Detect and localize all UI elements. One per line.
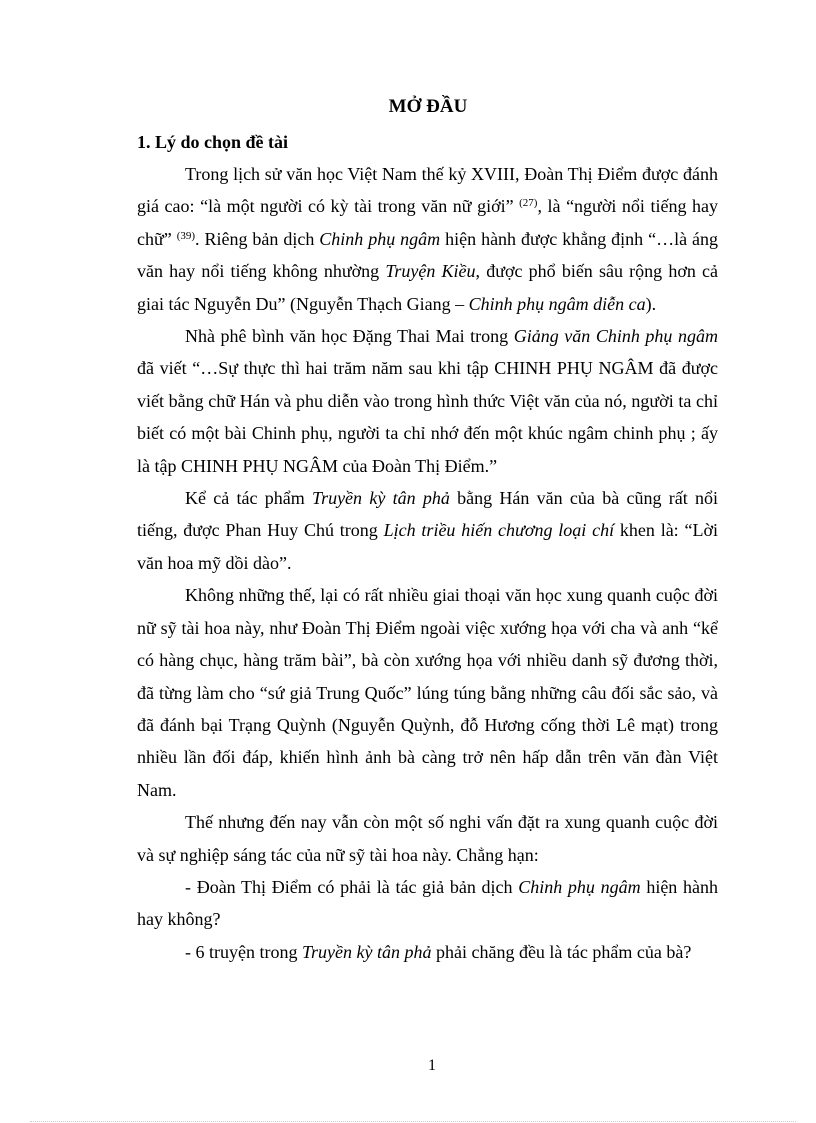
text-run: Trong lịch sử văn học Việt Nam thế kỷ XVIII, Đoàn Thị Điểm được đánh giá cao: “là một người có kỳ tài trong văn nữ giới”: [137, 164, 718, 217]
paragraph-7: [137, 936, 718, 968]
work-title: Lịch triều hiến chương loại chí: [383, 520, 615, 541]
paragraph-3: [137, 482, 718, 579]
work-title: Chinh phụ ngâm: [518, 876, 641, 897]
paragraph-4: Không những thế, lại có rất nhiều giai thoại văn học xung quanh cuộc đời nữ sỹ tài hoa này, như Đoàn Thị Điểm ngoài việc xướng họa với cha và anh “kể có hàng chục, hàng trăm bài”, bà còn xướng họa với nhiều danh sỹ đương thời, đã từng làm cho “sứ giả Trung Quốc” lúng túng bằng những câu đối sắc sảo, và đã đánh bại Trạng Quỳnh (Nguyễn Quỳnh, đỗ Hương cống thời Lê mạt) trong nhiều lần đối đáp, khiến hình ảnh bà càng trở nên hấp dẫn trên văn đàn Việt Nam.: [137, 585, 718, 800]
work-title: Chinh phụ ngâm: [319, 228, 441, 249]
paragraph-5: Thế nhưng đến nay vẫn còn một số nghi vấn đặt ra xung quanh cuộc đời và sự nghiệp sáng tác của nữ sỹ tài hoa này. Chẳng hạn:: [137, 812, 718, 865]
text-run: . Riêng bản dịch: [195, 228, 320, 249]
work-title: Truyền kỳ tân phả: [301, 941, 432, 962]
text-run: - 6 truyện trong: [185, 941, 302, 962]
paragraph-6: [137, 871, 718, 936]
text-run: Nhà phê bình văn học Đặng Thai Mai trong: [185, 326, 514, 347]
text-run: phải chăng đều là tác phẩm của bà?: [431, 941, 692, 962]
work-title: Giảng văn Chinh phụ ngâm: [513, 326, 718, 347]
citation-ref: (39): [176, 229, 196, 242]
text-run: hiện hành được khẳng định “…là áng văn hay nổi tiếng không nhường: [137, 228, 719, 282]
work-title: Truyện Kiều: [385, 261, 476, 282]
body-text: [137, 158, 718, 968]
text-run: ).: [645, 293, 657, 314]
citation-ref: (27): [519, 197, 538, 210]
text-run: Kể cả tác phẩm: [185, 488, 313, 509]
text-run: , được phổ biến sâu rộng hơn cả giai tác Nguyễn Du” (Nguyễn Thạch Giang –: [137, 261, 719, 314]
text-run: đã viết “…Sự thực thì hai trăm năm sau khi tập CHINH PHỤ NGÂM đã được viết bằng chữ Hán và phu diễn vào trong hình thức Việt văn của nó, người ta chỉ biết có một bài Chinh phụ, người ta chỉ nhớ đến một khúc ngâm chinh phụ ; ấy là tập CHINH PHỤ NGÂM của Đoàn Thị Điểm.”: [137, 358, 718, 476]
paragraph-2: [137, 320, 718, 482]
text-run: hiện hành hay không?: [137, 876, 718, 930]
page-bottom-divider: [30, 1121, 796, 1122]
page-number: 1: [428, 1057, 436, 1074]
text-run: bằng Hán văn của bà cũng rất nổi tiếng, được Phan Huy Chú trong: [137, 488, 718, 541]
work-title: Truyền kỳ tân phả: [312, 488, 450, 509]
work-title: Chinh phụ ngâm diễn ca: [468, 293, 646, 314]
document-title: MỞ ĐẦU: [388, 96, 468, 117]
paragraph-1: [137, 158, 718, 320]
text-run: - Đoàn Thị Điểm có phải là tác giả bản dịch: [185, 876, 519, 897]
text-run: khen là: “Lời văn hoa mỹ dồi dào”.: [137, 520, 718, 573]
text-run: , là “người nổi tiếng hay chữ”: [137, 196, 718, 249]
section-heading: 1. Lý do chọn đề tài: [137, 132, 289, 152]
